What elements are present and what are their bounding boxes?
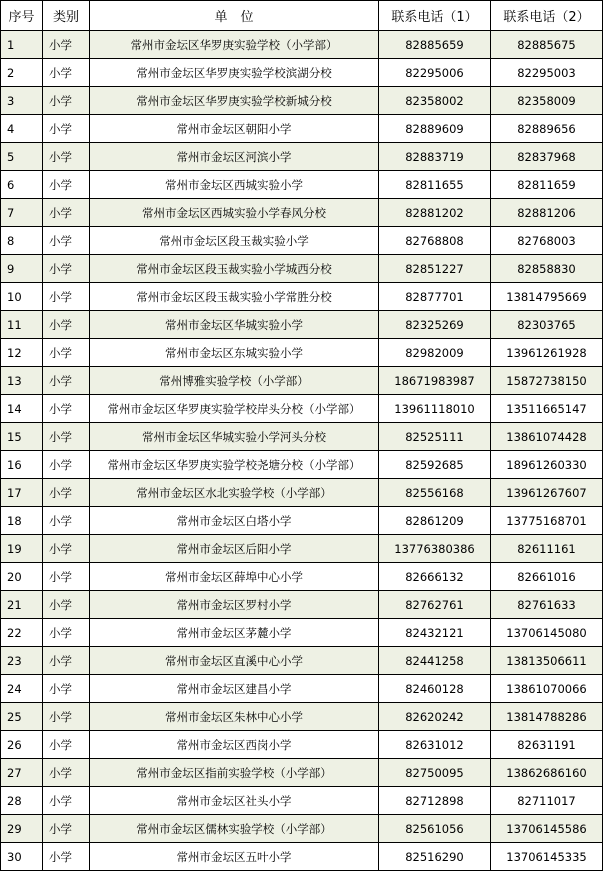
cell-type: 小学 [43,843,90,871]
cell-phone2: 13961261928 [491,339,603,367]
cell-phone2: 13814795669 [491,283,603,311]
header-phone1: 联系电话（1） [379,1,491,31]
cell-unit: 常州市金坛区社头小学 [90,787,379,815]
cell-unit: 常州市金坛区华城实验小学河头分校 [90,423,379,451]
cell-type: 小学 [43,311,90,339]
cell-seq: 2 [1,59,43,87]
cell-phone2: 82295003 [491,59,603,87]
cell-phone2: 13775168701 [491,507,603,535]
table-row [1,143,603,171]
cell-type: 小学 [43,759,90,787]
cell-seq: 27 [1,759,43,787]
cell-phone1: 13776380386 [379,535,491,563]
cell-phone1: 82885659 [379,31,491,59]
cell-type: 小学 [43,283,90,311]
cell-type: 小学 [43,479,90,507]
table-row [1,423,603,451]
cell-unit: 常州市金坛区指前实验学校（小学部） [90,759,379,787]
cell-type: 小学 [43,59,90,87]
cell-phone1: 82631012 [379,731,491,759]
cell-phone1: 82750095 [379,759,491,787]
cell-unit: 常州市金坛区直溪中心小学 [90,647,379,675]
cell-phone1: 82861209 [379,507,491,535]
cell-seq: 3 [1,87,43,115]
table-row [1,115,603,143]
cell-type: 小学 [43,675,90,703]
table-row [1,171,603,199]
cell-seq: 16 [1,451,43,479]
table-row [1,311,603,339]
cell-phone2: 82837968 [491,143,603,171]
cell-type: 小学 [43,171,90,199]
cell-seq: 6 [1,171,43,199]
cell-seq: 8 [1,227,43,255]
cell-seq: 28 [1,787,43,815]
cell-unit: 常州市金坛区朱林中心小学 [90,703,379,731]
cell-phone2: 13706145586 [491,815,603,843]
cell-unit: 常州市金坛区后阳小学 [90,535,379,563]
cell-phone2: 82858830 [491,255,603,283]
cell-unit: 常州市金坛区段玉裁实验小学 [90,227,379,255]
cell-type: 小学 [43,227,90,255]
cell-phone1: 82811655 [379,171,491,199]
cell-seq: 19 [1,535,43,563]
cell-seq: 17 [1,479,43,507]
cell-unit: 常州市金坛区儒林实验学校（小学部） [90,815,379,843]
cell-type: 小学 [43,563,90,591]
cell-phone2: 13861074428 [491,423,603,451]
cell-unit: 常州市金坛区华罗庚实验学校尧塘分校（小学部） [90,451,379,479]
cell-phone1: 82620242 [379,703,491,731]
cell-seq: 10 [1,283,43,311]
header-seq: 序号 [1,1,43,31]
cell-phone1: 82881202 [379,199,491,227]
cell-seq: 20 [1,563,43,591]
table-row [1,395,603,423]
cell-phone1: 82982009 [379,339,491,367]
cell-seq: 21 [1,591,43,619]
table-row [1,479,603,507]
cell-type: 小学 [43,787,90,815]
table-row [1,451,603,479]
cell-type: 小学 [43,507,90,535]
cell-phone2: 82631191 [491,731,603,759]
header-row [1,1,603,31]
cell-phone1: 82712898 [379,787,491,815]
cell-phone2: 18961260330 [491,451,603,479]
cell-seq: 7 [1,199,43,227]
cell-seq: 29 [1,815,43,843]
cell-phone2: 13511665147 [491,395,603,423]
table-row [1,507,603,535]
cell-unit: 常州市金坛区西岗小学 [90,731,379,759]
table-body [1,31,603,871]
cell-type: 小学 [43,255,90,283]
table-row [1,591,603,619]
cell-phone2: 82761633 [491,591,603,619]
cell-type: 小学 [43,451,90,479]
table-row [1,283,603,311]
cell-type: 小学 [43,115,90,143]
cell-phone1: 82851227 [379,255,491,283]
cell-phone1: 82525111 [379,423,491,451]
cell-phone2: 82885675 [491,31,603,59]
cell-phone1: 82325269 [379,311,491,339]
cell-seq: 12 [1,339,43,367]
cell-unit: 常州市金坛区朝阳小学 [90,115,379,143]
cell-unit: 常州市金坛区华罗庚实验学校新城分校 [90,87,379,115]
cell-unit: 常州市金坛区段玉裁实验小学常胜分校 [90,283,379,311]
table-row [1,367,603,395]
cell-type: 小学 [43,31,90,59]
cell-seq: 5 [1,143,43,171]
table-row [1,675,603,703]
cell-phone1: 82666132 [379,563,491,591]
cell-seq: 14 [1,395,43,423]
cell-phone2: 82889656 [491,115,603,143]
header-unit: 单 位 [90,1,379,31]
cell-type: 小学 [43,619,90,647]
cell-phone1: 18671983987 [379,367,491,395]
cell-phone1: 82768808 [379,227,491,255]
table-row [1,199,603,227]
cell-phone2: 15872738150 [491,367,603,395]
cell-unit: 常州市金坛区茅麓小学 [90,619,379,647]
cell-unit: 常州市金坛区薛埠中心小学 [90,563,379,591]
table-row [1,87,603,115]
table-row [1,815,603,843]
cell-phone1: 82561056 [379,815,491,843]
cell-unit: 常州市金坛区西城实验小学 [90,171,379,199]
cell-seq: 25 [1,703,43,731]
cell-type: 小学 [43,731,90,759]
table-row [1,703,603,731]
table-row [1,647,603,675]
cell-unit: 常州市金坛区罗村小学 [90,591,379,619]
table-row [1,563,603,591]
cell-unit: 常州市金坛区五叶小学 [90,843,379,871]
cell-unit: 常州市金坛区华罗庚实验学校（小学部） [90,31,379,59]
cell-phone2: 13706145080 [491,619,603,647]
cell-phone1: 82889609 [379,115,491,143]
cell-seq: 9 [1,255,43,283]
table-row [1,227,603,255]
cell-unit: 常州市金坛区西城实验小学春风分校 [90,199,379,227]
cell-phone1: 82358002 [379,87,491,115]
cell-phone1: 82441258 [379,647,491,675]
cell-unit: 常州市金坛区河滨小学 [90,143,379,171]
cell-phone1: 13961118010 [379,395,491,423]
cell-phone1: 82556168 [379,479,491,507]
cell-unit: 常州博雅实验学校（小学部） [90,367,379,395]
cell-phone2: 82611161 [491,535,603,563]
cell-phone2: 82881206 [491,199,603,227]
table-row [1,59,603,87]
cell-seq: 13 [1,367,43,395]
cell-phone1: 82295006 [379,59,491,87]
cell-seq: 15 [1,423,43,451]
cell-phone1: 82883719 [379,143,491,171]
header-type: 类别 [43,1,90,31]
cell-type: 小学 [43,367,90,395]
cell-seq: 30 [1,843,43,871]
cell-phone2: 82358009 [491,87,603,115]
header-phone2: 联系电话（2） [491,1,603,31]
cell-type: 小学 [43,87,90,115]
cell-type: 小学 [43,423,90,451]
cell-phone2: 13706145335 [491,843,603,871]
cell-seq: 22 [1,619,43,647]
table-row [1,535,603,563]
table-row [1,787,603,815]
cell-type: 小学 [43,647,90,675]
cell-phone1: 82877701 [379,283,491,311]
table-row [1,843,603,871]
cell-unit: 常州市金坛区白塔小学 [90,507,379,535]
cell-phone2: 82811659 [491,171,603,199]
cell-unit: 常州市金坛区华罗庚实验学校岸头分校（小学部） [90,395,379,423]
cell-phone2: 13861070066 [491,675,603,703]
cell-phone1: 82592685 [379,451,491,479]
cell-unit: 常州市金坛区建昌小学 [90,675,379,703]
cell-type: 小学 [43,703,90,731]
table-row [1,731,603,759]
cell-type: 小学 [43,395,90,423]
cell-unit: 常州市金坛区段玉裁实验小学城西分校 [90,255,379,283]
cell-phone1: 82460128 [379,675,491,703]
cell-phone2: 82711017 [491,787,603,815]
cell-type: 小学 [43,535,90,563]
cell-phone2: 13814788286 [491,703,603,731]
cell-phone2: 13813506611 [491,647,603,675]
cell-phone2: 82303765 [491,311,603,339]
cell-seq: 24 [1,675,43,703]
table-row [1,619,603,647]
cell-phone2: 82768003 [491,227,603,255]
cell-seq: 1 [1,31,43,59]
cell-seq: 26 [1,731,43,759]
cell-type: 小学 [43,143,90,171]
cell-unit: 常州市金坛区华罗庚实验学校滨湖分校 [90,59,379,87]
table-row [1,255,603,283]
cell-seq: 23 [1,647,43,675]
cell-type: 小学 [43,815,90,843]
cell-seq: 4 [1,115,43,143]
cell-phone1: 82516290 [379,843,491,871]
cell-phone1: 82762761 [379,591,491,619]
table-row [1,339,603,367]
cell-unit: 常州市金坛区东城实验小学 [90,339,379,367]
cell-phone2: 82661016 [491,563,603,591]
cell-type: 小学 [43,339,90,367]
cell-unit: 常州市金坛区华城实验小学 [90,311,379,339]
cell-seq: 18 [1,507,43,535]
cell-type: 小学 [43,199,90,227]
cell-type: 小学 [43,591,90,619]
table-row [1,31,603,59]
cell-seq: 11 [1,311,43,339]
cell-phone2: 13862686160 [491,759,603,787]
cell-unit: 常州市金坛区水北实验学校（小学部） [90,479,379,507]
table-row [1,759,603,787]
cell-phone1: 82432121 [379,619,491,647]
cell-phone2: 13961267607 [491,479,603,507]
